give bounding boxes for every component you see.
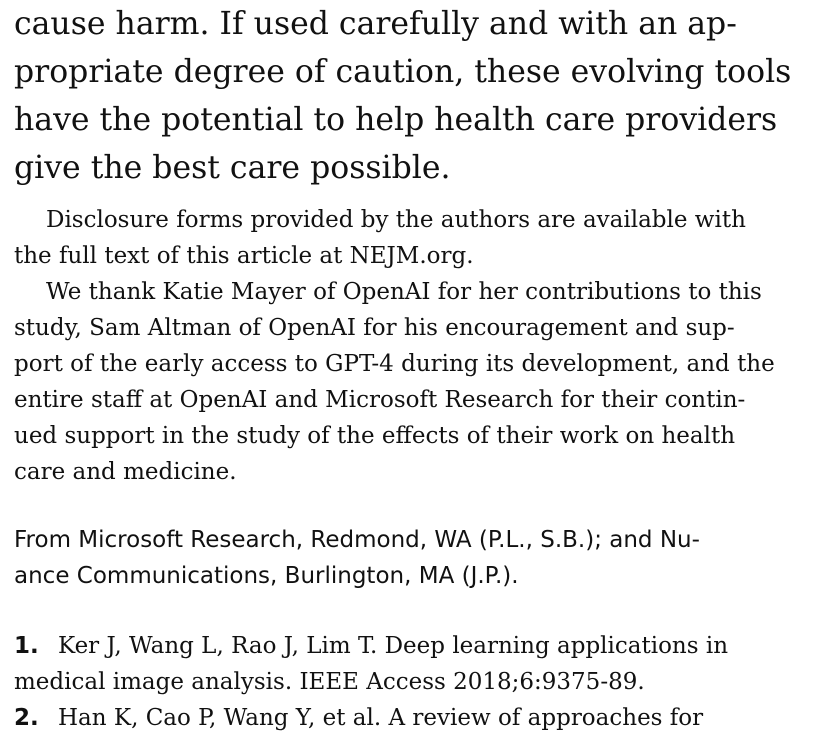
acknowledgment-line: care and medicine. [14,459,237,485]
acknowledgment-line: entire staff at OpenAI and Microsoft Research for their contin- [14,387,746,413]
reference-number: 1. [14,633,39,659]
reference-continuation: medical image analysis. IEEE Access 2018;6:9375-89. [14,669,645,695]
reference-item [14,628,806,664]
main-paragraph-line: cause harm. If used carefully and with an ap- [14,6,737,42]
reference-text: Ker J, Wang L, Rao J, Lim T. Deep learning applications in [58,633,729,659]
affiliation-line: ance Communications, Burlington, MA (J.P.). [14,563,519,589]
main-paragraph-line: propriate degree of caution, these evolving tools [14,54,792,90]
reference-text: Han K, Cao P, Wang Y, et al. A review of approaches for [58,705,704,731]
article-page [14,0,806,731]
references-list [14,628,806,736]
acknowledgment-line: ued support in the study of the effects of their work on health [14,423,736,449]
acknowledgment-line: port of the early access to GPT-4 during its development, and the [14,351,775,377]
reference-number: 2. [14,705,39,731]
main-paragraph-line: give the best care possible. [14,150,451,186]
reference-item [14,700,806,736]
main-paragraph-line: have the potential to help health care providers [14,102,778,138]
main-paragraph [14,0,806,192]
acknowledgment-line: study, Sam Altman of OpenAI for his encouragement and sup- [14,315,735,341]
affiliation-line: From Microsoft Research, Redmond, WA (P.L., S.B.); and Nu- [14,527,700,553]
article-notes [14,202,806,490]
disclosure-line: the full text of this article at NEJM.org. [14,243,474,269]
acknowledgment-line: We thank Katie Mayer of OpenAI for her contributions to this [46,279,762,305]
disclosure-line: Disclosure forms provided by the authors are available with [46,207,746,233]
author-affiliation [14,522,806,594]
